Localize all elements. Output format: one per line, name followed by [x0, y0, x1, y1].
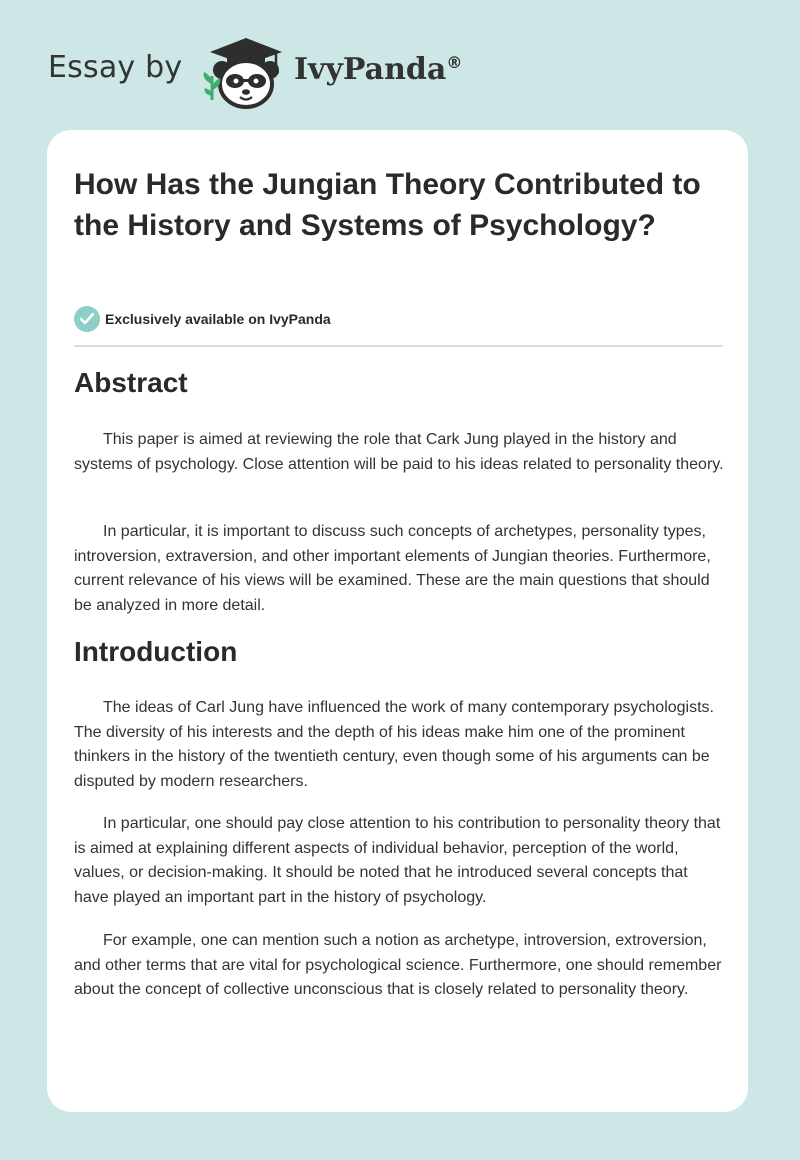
exclusive-label: Exclusively available on IvyPanda — [105, 311, 331, 327]
introduction-paragraph-3: For example, one can mention such a notion as archetype, introversion, extroversion, and other terms that are vital for psychological science. Furthermore, one should remember about the concept of collective unconscious that is closely related to personality theory. — [74, 932, 722, 998]
brand-name[interactable] — [294, 52, 462, 87]
exclusive-badge — [74, 306, 331, 332]
divider — [74, 345, 723, 347]
brand-text: IvyPanda — [294, 52, 447, 87]
essay-title: How Has the Jungian Theory Contributed to the History and Systems of Psychology? — [74, 168, 701, 242]
abstract-paragraph-2: In particular, it is important to discuss such concepts of archetypes, personality types, introversion, extraversion, and other important elements of Jungian theories. Furthermore, current relevance of his views will be examined. These are the main questions that should be analyzed in more detail. — [74, 523, 711, 614]
introduction-paragraph-2: In particular, one should pay close attention to his contribution to personality theory that is aimed at explaining different aspects of individual behavior, perception of the world, values, or decision-making. It should be noted that he introduced several concepts that have played an important part in the history of psychology. — [74, 815, 721, 906]
check-circle-icon — [74, 306, 100, 332]
panda-logo-icon[interactable] — [200, 34, 292, 110]
essay-card — [47, 130, 748, 1112]
introduction-paragraph-1: The ideas of Carl Jung have influenced the work of many contemporary psychologists. The diversity of his interests and the depth of his ideas make him one of the prominent thinkers in the history of the twentieth century, even though some of his arguments can be disputed by modern researchers. — [74, 699, 714, 790]
section-heading-abstract: Abstract — [74, 367, 188, 398]
abstract-paragraph-1: This paper is aimed at reviewing the role that Cark Jung played in the history and systems of psychology. Close attention will be paid to his ideas related to personality theory. — [74, 431, 724, 473]
essay-by-label: Essay by — [48, 50, 183, 85]
site-header — [0, 0, 800, 130]
section-heading-introduction: Introduction — [74, 636, 238, 667]
registered-mark: ® — [446, 53, 463, 72]
